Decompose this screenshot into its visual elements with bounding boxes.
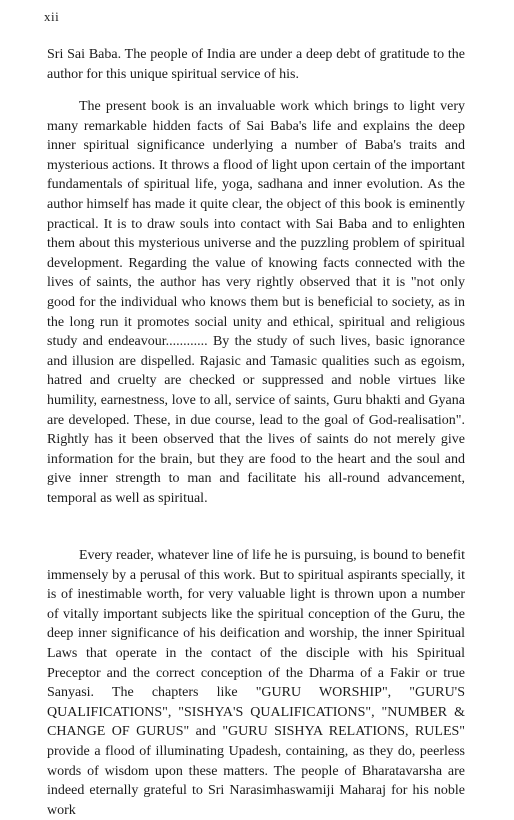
paragraph-block-3 [47, 546, 465, 820]
page-number: xii [44, 9, 60, 24]
paragraph-continuation [47, 45, 465, 84]
paragraph-block-2 [47, 97, 465, 508]
paragraph-1: Sri Sai Baba. The people of India are under a deep debt of gratitude to the author for this unique spiritual service of his. [47, 47, 465, 82]
paragraph-2: The present book is an invaluable work which brings to light very many remarkable hidden facts of Sai Baba's life and explains the deep inner spiritual significance underlying a number of Baba's traits and mysterious actions. It throws a flood of light upon certain of the important fundamentals of spiritual life, yoga, sadhana and inner evolution. As the author himself has made it quite clear, the object of this book is eminently practical. It is to draw souls into contact with Sai Baba and to enlighten them about this mysterious universe and the puzzling problem of spiritual development. Regarding the value of knowing facts connected with the lives of saints, the author has very rightly observed that it is "not only good for the individual who knows them but is beneficial to society, as in the long run it promotes social unity and ethical, spiritual and religious study and endeavour............ By the study of such lives, basic ignorance and illusion are dispelled. Rajasic and Tamasic qualities such as egoism, hatred and cruelty are checked or suppressed and noble virtues like humility, earnestness, love to all, service of saints, Guru bhakti and Gyana are developed. These, in due course, lead to the goal of God-realisation". Rightly has it been observed that the lives of saints do not merely give information for the brain, but they are food to the heart and the soul and give inner strength to man and facilitate his all-round advancement, temporal as well as spiritual. [47, 99, 465, 506]
paragraph-3: Every reader, whatever line of life he is pursuing, is bound to benefit immensely by a perusal of this work. But to spiritual aspirants specially, it is of inestimable worth, for very valuable light is thrown upon a number of vitally important subjects like the spiritual conception of the Guru, the deep inner significance of his deification and worship, the inner Spiritual Laws that operate in the contact of the disciple with his Spiritual Preceptor and the correct conception of the Dharma of a Fakir or true Sanyasi. The chapters like "GURU WORSHIP", "GURU'S QUALIFICATIONS", "SISHYA'S QUALIFICATIONS", "NUMBER & CHANGE OF GURUS" and "GURU SISHYA RELATIONS, RULES" provide a flood of illuminating Upadesh, containing, as they do, peerless words of wisdom upon these matters. The people of Bharatavarsha are indeed eternally grateful to Sri Narasimhaswamiji Maharaj for his noble work [47, 548, 465, 818]
